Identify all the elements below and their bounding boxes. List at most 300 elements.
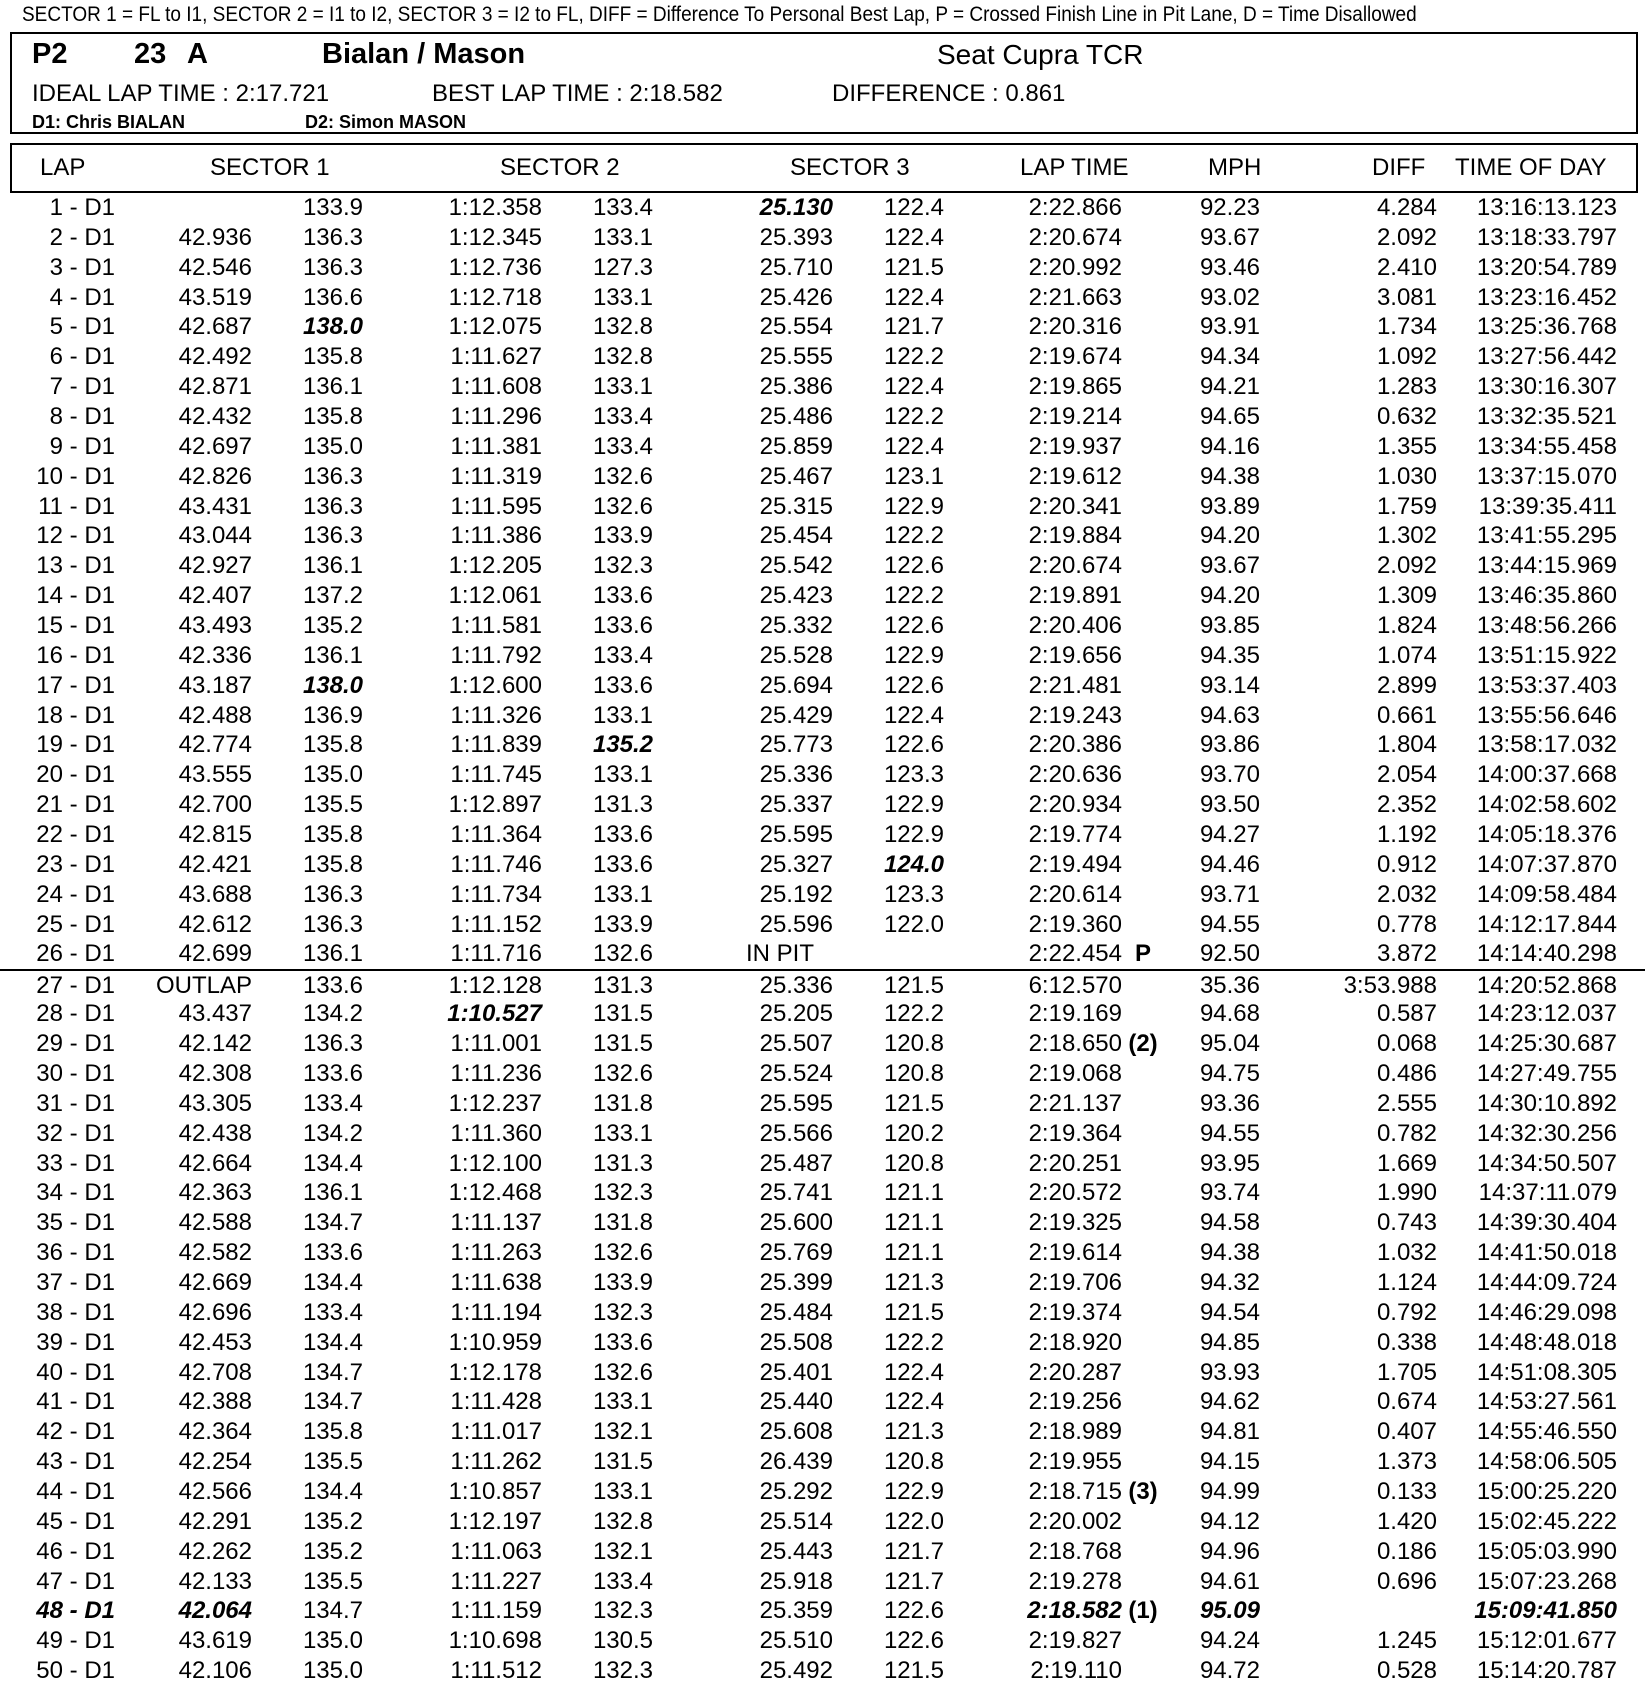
col-sector-3: SECTOR 3 — [790, 154, 910, 181]
cell-sector-3: 25.492 — [759, 1657, 833, 1685]
cell-mph: 94.16 — [1199, 432, 1260, 460]
cell-sector-3: 25.337 — [759, 791, 833, 819]
table-row — [0, 1208, 1645, 1238]
cell-sector-1-speed: 136.3 — [302, 462, 363, 490]
cell-sector-2: 1:11.364 — [450, 821, 542, 849]
cell-sector-3-speed: 122.4 — [883, 373, 944, 401]
cell-lap: 32 - D1 — [36, 1119, 115, 1147]
cell-sector-1: 42.438 — [178, 1119, 252, 1147]
cell-time-of-day: 13:48:56.266 — [1476, 612, 1617, 640]
cell-sector-3-speed: 122.6 — [883, 552, 944, 580]
cell-lap: 26 - D1 — [36, 940, 115, 968]
cell-lap: 2 - D1 — [49, 223, 115, 251]
cell-sector-3: 26.439 — [759, 1448, 833, 1476]
cell-mph: 94.54 — [1199, 1298, 1260, 1326]
cell-time-of-day: 14:53:27.561 — [1476, 1388, 1617, 1416]
cell-sector-1-speed: 136.3 — [302, 910, 363, 938]
cell-sector-3-speed: 123.3 — [883, 880, 944, 908]
cell-lap-time: 2:19.374 — [1028, 1298, 1122, 1326]
cell-time-of-day: 13:27:56.442 — [1476, 343, 1617, 371]
table-row — [0, 551, 1645, 581]
cell-sector-3-speed: 122.0 — [883, 1507, 944, 1535]
table-row — [0, 1178, 1645, 1208]
cell-lap: 45 - D1 — [36, 1507, 115, 1535]
cell-sector-2-speed: 132.6 — [592, 1239, 653, 1267]
cell-lap: 15 - D1 — [36, 612, 115, 640]
cell-diff: 2.899 — [1376, 671, 1437, 699]
cell-sector-1: 42.364 — [178, 1418, 252, 1446]
cell-sector-1-speed: 136.1 — [302, 1179, 363, 1207]
cell-sector-1-speed: 135.8 — [302, 850, 363, 878]
cell-sector-1: 42.612 — [178, 910, 252, 938]
table-row — [0, 1507, 1645, 1537]
cell-sector-3-speed: 121.5 — [883, 1089, 944, 1117]
cell-diff: 3.872 — [1376, 940, 1437, 968]
cell-sector-2: 1:11.627 — [450, 343, 542, 371]
cell-lap: 10 - D1 — [36, 462, 115, 490]
cell-mph: 93.74 — [1199, 1179, 1260, 1207]
cell-mph: 94.34 — [1199, 343, 1260, 371]
cell-time-of-day: 13:39:35.411 — [1478, 492, 1617, 520]
cell-sector-2-speed: 133.1 — [592, 223, 653, 251]
table-row — [0, 1417, 1645, 1447]
cell-lap-time: 2:20.251 — [1028, 1149, 1122, 1177]
cell-sector-3-speed: 121.5 — [883, 1657, 944, 1685]
table-row — [0, 880, 1645, 910]
cell-sector-3-speed: 122.6 — [883, 1627, 944, 1655]
cell-sector-2-speed: 132.6 — [592, 1358, 653, 1386]
cell-lap-time: 2:19.614 — [1028, 1239, 1122, 1267]
cell-sector-1-speed: 135.0 — [302, 432, 363, 460]
cell-sector-1: 42.407 — [178, 582, 252, 610]
cell-lap-time: 2:20.406 — [1028, 612, 1122, 640]
cell-diff: 0.696 — [1376, 1567, 1437, 1595]
cell-lap: 19 - D1 — [36, 731, 115, 759]
cell-sector-2: 1:11.792 — [450, 641, 542, 669]
cell-mph: 93.67 — [1199, 552, 1260, 580]
cell-diff: 1.030 — [1376, 462, 1437, 490]
cell-sector-3: 25.359 — [759, 1597, 833, 1625]
cell-lap: 36 - D1 — [36, 1239, 115, 1267]
cell-lap-time: 2:21.663 — [1028, 283, 1122, 311]
cell-mph: 94.81 — [1199, 1418, 1260, 1446]
cell-sector-2: 1:12.897 — [448, 791, 542, 819]
cell-sector-2-speed: 133.1 — [592, 761, 653, 789]
cell-sector-1: 42.871 — [178, 373, 252, 401]
cell-diff: 1.420 — [1376, 1507, 1437, 1535]
cell-sector-1: 43.519 — [178, 283, 252, 311]
cell-lap: 39 - D1 — [36, 1328, 115, 1356]
table-row — [0, 1656, 1645, 1686]
cell-time-of-day: 14:14:40.298 — [1476, 940, 1617, 968]
cell-lap: 43 - D1 — [36, 1448, 115, 1476]
cell-sector-2: 1:11.262 — [450, 1448, 542, 1476]
cell-diff: 1.309 — [1376, 582, 1437, 610]
cell-sector-2: 1:11.745 — [450, 761, 542, 789]
cell-diff: 2.555 — [1376, 1089, 1437, 1117]
cell-lap: 25 - D1 — [36, 910, 115, 938]
cell-diff: 1.124 — [1376, 1268, 1437, 1296]
cell-sector-1: 42.488 — [178, 701, 252, 729]
cell-diff: 0.528 — [1376, 1657, 1437, 1685]
cell-diff: 0.486 — [1376, 1059, 1437, 1087]
cell-lap-time: 2:19.612 — [1028, 462, 1122, 490]
cell-sector-1-speed: 135.5 — [302, 1448, 363, 1476]
cell-lap-time: 2:19.955 — [1028, 1448, 1122, 1476]
cell-lap-time: 2:18.768 — [1028, 1537, 1122, 1565]
cell-sector-3: 25.918 — [759, 1567, 833, 1595]
cell-lap: 37 - D1 — [36, 1268, 115, 1296]
cell-sector-2-speed: 127.3 — [592, 253, 653, 281]
cell-sector-1: 42.697 — [178, 432, 252, 460]
cell-lap: 35 - D1 — [36, 1209, 115, 1237]
cell-lap-time: 2:19.706 — [1028, 1268, 1122, 1296]
col-mph: MPH — [1208, 154, 1262, 181]
cell-sector-2: 1:11.236 — [450, 1059, 542, 1087]
cell-time-of-day: 13:55:56.646 — [1476, 701, 1617, 729]
cell-sector-3: 25.524 — [759, 1059, 833, 1087]
cell-sector-3: 25.595 — [759, 821, 833, 849]
cell-time-of-day: 15:05:03.990 — [1476, 1537, 1617, 1565]
cell-sector-1: 43.555 — [178, 761, 252, 789]
cell-diff: 3:53.988 — [1343, 972, 1437, 1000]
cell-sector-3-speed: 122.2 — [883, 403, 944, 431]
cell-time-of-day: 13:16:13.123 — [1476, 194, 1617, 221]
cell-sector-3: 25.542 — [759, 552, 833, 580]
cell-sector-1-speed: 136.1 — [302, 940, 363, 968]
cell-sector-2-speed: 133.1 — [592, 1119, 653, 1147]
cell-sector-2-speed: 133.4 — [592, 1567, 653, 1595]
cell-lap: 48 - D1 — [36, 1597, 115, 1625]
cell-sector-2-speed: 133.1 — [592, 1477, 653, 1505]
cell-lap-time: 2:20.674 — [1028, 223, 1122, 251]
cell-mph: 93.67 — [1199, 223, 1260, 251]
cell-lap-time: 2:19.674 — [1028, 343, 1122, 371]
cell-mph: 94.20 — [1199, 582, 1260, 610]
cell-sector-1-speed: 135.2 — [302, 1537, 363, 1565]
cell-sector-1: 42.664 — [178, 1149, 252, 1177]
cell-lap: 3 - D1 — [49, 253, 115, 281]
cell-sector-1-speed: 134.4 — [302, 1477, 363, 1505]
cell-lap-time: 2:19.656 — [1028, 641, 1122, 669]
col-sector-1: SECTOR 1 — [210, 154, 330, 181]
cell-diff: 0.782 — [1376, 1119, 1437, 1147]
table-row — [0, 1238, 1645, 1268]
table-header — [10, 143, 1638, 193]
cell-lap-time: 2:18.582 — [1027, 1597, 1122, 1625]
cell-sector-1-speed: 135.2 — [302, 612, 363, 640]
cell-sector-2: 1:11.001 — [450, 1030, 542, 1058]
cell-lap: 14 - D1 — [36, 582, 115, 610]
cell-sector-3: 25.741 — [759, 1179, 833, 1207]
cell-lap: 22 - D1 — [36, 821, 115, 849]
cell-sector-2: 1:11.734 — [450, 880, 542, 908]
cell-lap-time: 2:18.920 — [1028, 1328, 1122, 1356]
cell-mph: 94.99 — [1199, 1477, 1260, 1505]
table-row — [0, 1567, 1645, 1597]
table-row — [0, 1358, 1645, 1388]
cell-sector-3: 25.510 — [759, 1627, 833, 1655]
cell-sector-2: 1:11.194 — [450, 1298, 542, 1326]
team-name: Bialan / Mason — [322, 38, 526, 70]
cell-sector-3: 25.694 — [759, 671, 833, 699]
cell-lap: 38 - D1 — [36, 1298, 115, 1326]
cell-mph: 94.38 — [1199, 462, 1260, 490]
cell-sector-3-speed: 120.8 — [883, 1448, 944, 1476]
cell-lap: 41 - D1 — [36, 1388, 115, 1416]
cell-time-of-day: 14:00:37.668 — [1476, 761, 1617, 789]
cell-sector-3-speed: 122.4 — [883, 432, 944, 460]
cell-sector-3: 25.769 — [759, 1239, 833, 1267]
cell-lap-time: 2:19.774 — [1028, 821, 1122, 849]
cell-flag: (2) — [1128, 1030, 1158, 1058]
cell-sector-3: 25.386 — [759, 373, 833, 401]
cell-lap-time: 2:19.110 — [1030, 1657, 1122, 1685]
cell-sector-2-speed: 131.3 — [592, 972, 653, 1000]
cell-sector-2: 1:12.600 — [448, 671, 542, 699]
cell-sector-3-speed: 120.8 — [883, 1059, 944, 1087]
cell-sector-1-speed: 134.7 — [302, 1209, 363, 1237]
cell-sector-1: 42.308 — [178, 1059, 252, 1087]
cell-sector-3-speed: 121.3 — [883, 1268, 944, 1296]
ideal-lap-time: IDEAL LAP TIME : 2:17.721 — [32, 80, 330, 107]
cell-sector-3-speed: 120.2 — [883, 1119, 944, 1147]
cell-sector-3-speed: 121.1 — [883, 1239, 944, 1267]
cell-sector-1: 42.687 — [178, 313, 252, 341]
table-row — [0, 1596, 1645, 1626]
cell-diff: 0.912 — [1376, 850, 1437, 878]
cell-sector-3: 25.130 — [759, 194, 833, 221]
cell-mph: 94.55 — [1199, 910, 1260, 938]
cell-lap: 4 - D1 — [49, 283, 115, 311]
cell-time-of-day: 13:25:36.768 — [1476, 313, 1617, 341]
cell-lap-time: 2:20.636 — [1028, 761, 1122, 789]
cell-sector-1: 42.927 — [178, 552, 252, 580]
cell-sector-2: 1:12.128 — [448, 972, 542, 1000]
cell-sector-3-speed: 122.6 — [883, 1597, 944, 1625]
cell-sector-3: 25.859 — [759, 432, 833, 460]
cell-sector-1-speed: 136.9 — [302, 701, 363, 729]
cell-sector-2-speed: 133.1 — [592, 701, 653, 729]
cell-sector-2-speed: 132.3 — [592, 1298, 653, 1326]
cell-lap: 44 - D1 — [36, 1477, 115, 1505]
cell-sector-2: 1:11.512 — [450, 1657, 542, 1685]
cell-lap: 7 - D1 — [49, 373, 115, 401]
cell-sector-3-speed: 121.7 — [883, 1567, 944, 1595]
cell-time-of-day: 13:18:33.797 — [1476, 223, 1617, 251]
table-row — [0, 581, 1645, 611]
cell-sector-1: 42.566 — [178, 1477, 252, 1505]
cell-mph: 93.91 — [1199, 313, 1260, 341]
cell-diff: 0.674 — [1376, 1388, 1437, 1416]
cell-time-of-day: 15:12:01.677 — [1476, 1627, 1617, 1655]
cell-time-of-day: 14:55:46.550 — [1476, 1418, 1617, 1446]
cell-sector-3-speed: 121.1 — [883, 1209, 944, 1237]
table-row — [0, 1477, 1645, 1507]
cell-sector-3: 25.423 — [759, 582, 833, 610]
cell-time-of-day: 15:07:23.268 — [1476, 1567, 1617, 1595]
cell-sector-2-speed: 131.3 — [592, 1149, 653, 1177]
cell-lap: 6 - D1 — [49, 343, 115, 371]
cell-sector-1: 42.546 — [178, 253, 252, 281]
cell-sector-2-speed: 135.2 — [592, 731, 653, 759]
cell-diff: 1.804 — [1376, 731, 1437, 759]
table-row — [0, 312, 1645, 342]
cell-sector-2-speed: 130.5 — [592, 1627, 653, 1655]
cell-lap-time: 2:18.715 — [1028, 1477, 1122, 1505]
cell-time-of-day: 14:46:29.098 — [1476, 1298, 1617, 1326]
table-row — [0, 462, 1645, 492]
cell-sector-1-speed: 135.8 — [302, 821, 363, 849]
cell-sector-3: 25.393 — [759, 223, 833, 251]
cell-mph: 94.46 — [1199, 850, 1260, 878]
cell-lap-time: 2:19.278 — [1028, 1567, 1122, 1595]
cell-sector-2: 1:11.360 — [450, 1119, 542, 1147]
cell-mph: 94.38 — [1199, 1239, 1260, 1267]
col-sector-2: SECTOR 2 — [500, 154, 620, 181]
cell-time-of-day: 14:07:37.870 — [1476, 850, 1617, 878]
cell-diff: 2.054 — [1376, 761, 1437, 789]
cell-sector-2: 1:12.178 — [448, 1358, 542, 1386]
col-time-of-day: TIME OF DAY — [1455, 154, 1607, 181]
cell-mph: 94.68 — [1199, 1000, 1260, 1028]
cell-diff: 2.032 — [1376, 880, 1437, 908]
cell-sector-3-speed: 120.8 — [883, 1149, 944, 1177]
cell-sector-1-speed: 133.6 — [302, 972, 363, 1000]
cell-sector-2-speed: 133.4 — [592, 641, 653, 669]
cell-time-of-day: 13:30:16.307 — [1476, 373, 1617, 401]
cell-lap: 27 - D1 — [36, 972, 115, 1000]
cell-diff: 2.092 — [1376, 223, 1437, 251]
cell-mph: 95.04 — [1199, 1030, 1260, 1058]
cell-sector-1-speed: 136.1 — [302, 373, 363, 401]
table-row — [0, 1328, 1645, 1358]
cell-time-of-day: 14:51:08.305 — [1476, 1358, 1617, 1386]
cell-sector-3-speed: 122.6 — [883, 612, 944, 640]
cell-sector-3: 25.292 — [759, 1477, 833, 1505]
cell-sector-1: 43.187 — [178, 671, 252, 699]
cell-time-of-day: 14:32:30.256 — [1476, 1119, 1617, 1147]
cell-sector-3: 25.554 — [759, 313, 833, 341]
cell-sector-1: 42.363 — [178, 1179, 252, 1207]
cell-sector-2-speed: 133.6 — [592, 1328, 653, 1356]
cell-time-of-day: 13:34:55.458 — [1476, 432, 1617, 460]
cell-sector-3: 25.443 — [759, 1537, 833, 1565]
table-row — [0, 730, 1645, 760]
cell-sector-2: 1:11.063 — [450, 1537, 542, 1565]
cell-sector-3: 25.467 — [759, 462, 833, 490]
cell-diff: 1.373 — [1376, 1448, 1437, 1476]
cell-diff: 3.081 — [1376, 283, 1437, 311]
cell-time-of-day: 14:34:50.507 — [1476, 1149, 1617, 1177]
driver-1: D1: Chris BIALAN — [32, 112, 186, 132]
table-row — [0, 432, 1645, 462]
cell-sector-2: 1:11.581 — [450, 612, 542, 640]
cell-sector-1-speed: 135.8 — [302, 731, 363, 759]
cell-sector-1: 42.106 — [178, 1657, 252, 1685]
cell-sector-2-speed: 131.8 — [592, 1209, 653, 1237]
cell-sector-1-speed: 134.7 — [302, 1388, 363, 1416]
cell-sector-1: 42.588 — [178, 1209, 252, 1237]
cell-sector-2-speed: 131.5 — [592, 1030, 653, 1058]
cell-time-of-day: 14:09:58.484 — [1476, 880, 1617, 908]
cell-mph: 93.89 — [1199, 492, 1260, 520]
cell-sector-3: 25.528 — [759, 641, 833, 669]
cell-time-of-day: 14:44:09.724 — [1476, 1268, 1617, 1296]
cell-sector-3: 25.484 — [759, 1298, 833, 1326]
cell-diff: 1.192 — [1376, 821, 1437, 849]
cell-lap-time: 2:19.827 — [1028, 1627, 1122, 1655]
cell-sector-1-speed: 135.5 — [302, 791, 363, 819]
car-number: 23 — [134, 38, 167, 70]
cell-sector-1: 42.336 — [178, 641, 252, 669]
cell-mph: 94.75 — [1199, 1059, 1260, 1087]
cell-sector-3: 25.336 — [759, 972, 833, 1000]
cell-flag: (3) — [1128, 1477, 1158, 1505]
cell-sector-2-speed: 133.6 — [592, 582, 653, 610]
cell-time-of-day: 14:12:17.844 — [1476, 910, 1617, 938]
cell-sector-3-speed: 121.5 — [883, 1298, 944, 1326]
cell-sector-2: 1:11.263 — [450, 1239, 542, 1267]
cell-mph: 92.23 — [1199, 194, 1260, 221]
cell-sector-3: IN PIT — [745, 940, 814, 968]
table-row — [0, 1387, 1645, 1417]
cell-mph: 94.55 — [1199, 1119, 1260, 1147]
cell-sector-2-speed: 133.9 — [592, 522, 653, 550]
cell-sector-1-speed: 134.4 — [302, 1328, 363, 1356]
cell-lap-time: 2:19.068 — [1028, 1059, 1122, 1087]
cell-sector-2: 1:11.137 — [450, 1209, 542, 1237]
cell-lap: 40 - D1 — [36, 1358, 115, 1386]
cell-lap-time: 6:12.570 — [1028, 972, 1122, 1000]
cell-sector-1-speed: 138.0 — [302, 313, 363, 341]
cell-sector-2-speed: 133.9 — [592, 1268, 653, 1296]
cell-sector-2-speed: 132.6 — [592, 940, 653, 968]
cell-sector-2: 1:11.152 — [450, 910, 542, 938]
cell-sector-1: 42.700 — [178, 791, 252, 819]
cell-lap-time: 2:20.287 — [1028, 1358, 1122, 1386]
cell-diff: 0.792 — [1376, 1298, 1437, 1326]
table-row — [0, 760, 1645, 790]
cell-mph: 94.63 — [1199, 701, 1260, 729]
cell-lap-time: 2:20.341 — [1028, 492, 1122, 520]
cell-lap-time: 2:19.865 — [1028, 373, 1122, 401]
cell-sector-1: 42.133 — [178, 1567, 252, 1595]
cell-lap-time: 2:19.214 — [1028, 403, 1122, 431]
cell-lap-time: 2:22.866 — [1028, 194, 1122, 221]
cell-sector-1: 42.815 — [178, 821, 252, 849]
cell-lap: 23 - D1 — [36, 850, 115, 878]
cell-sector-3-speed: 121.5 — [883, 972, 944, 1000]
cell-sector-1-speed: 133.4 — [302, 1089, 363, 1117]
cell-mph: 94.96 — [1199, 1537, 1260, 1565]
cell-sector-1-speed: 137.2 — [302, 582, 363, 610]
car-model: Seat Cupra TCR — [937, 39, 1144, 70]
cell-sector-1: 43.437 — [178, 1000, 252, 1028]
cell-diff: 1.990 — [1376, 1179, 1437, 1207]
cell-sector-1-speed: 136.3 — [302, 1030, 363, 1058]
cell-lap: 1 - D1 — [49, 194, 115, 221]
cell-mph: 93.95 — [1199, 1149, 1260, 1177]
cell-diff: 1.302 — [1376, 522, 1437, 550]
table-row — [0, 850, 1645, 880]
cell-lap-time: 2:19.891 — [1028, 582, 1122, 610]
cell-sector-3: 25.336 — [759, 761, 833, 789]
cell-sector-1-speed: 133.9 — [302, 194, 363, 221]
cell-sector-2-speed: 132.6 — [592, 492, 653, 520]
cell-lap: 30 - D1 — [36, 1059, 115, 1087]
cell-sector-1: 42.696 — [178, 1298, 252, 1326]
